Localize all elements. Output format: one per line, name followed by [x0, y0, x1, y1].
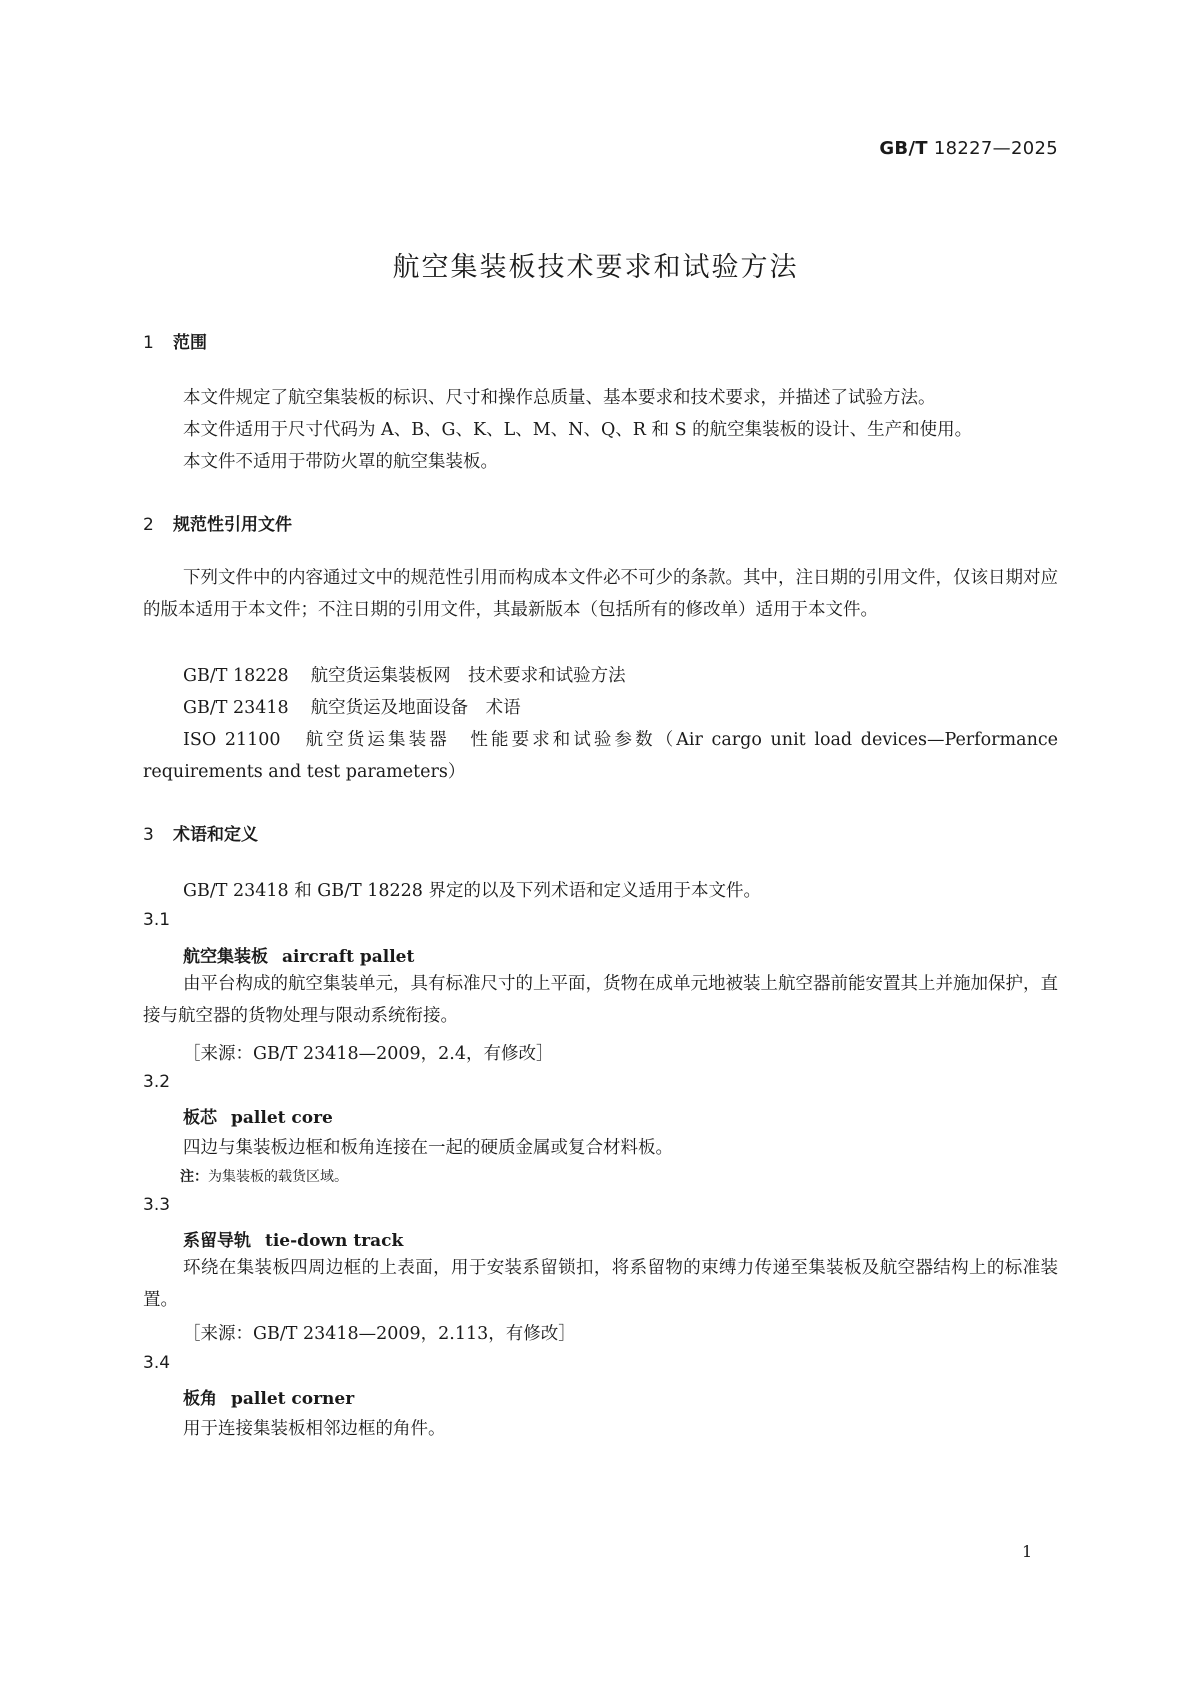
- document-title: 航空集装板技术要求和试验方法: [392, 252, 799, 283]
- section-1-paragraph: 本文件不适用于带防火罩的航空集装板。: [183, 452, 498, 472]
- term-heading: [183, 1103, 333, 1128]
- reference-item: [183, 662, 626, 687]
- reference-title: 航空货运集装器 性能要求和试验参数（Air cargo unit load devices—Performance requirements and test parameters）: [143, 730, 1058, 782]
- note-text: 为集装板的载货区域。: [208, 1169, 348, 1185]
- term-number: 3.4: [143, 1353, 171, 1373]
- page-number: 1: [1022, 1542, 1033, 1561]
- note-label: 注：: [180, 1169, 208, 1185]
- section-1-paragraph: 本文件规定了航空集装板的标识、尺寸和操作总质量、基本要求和技术要求，并描述了试验方法。: [183, 388, 936, 408]
- term-zh: 航空集装板: [183, 947, 268, 967]
- standard-code-number: 18227—2025: [933, 138, 1058, 159]
- term-heading: [183, 942, 414, 967]
- term-en: aircraft pallet: [282, 947, 415, 967]
- reference-code: ISO 21100: [183, 730, 281, 750]
- section-1-title: 范围: [173, 333, 207, 353]
- reference-title: 航空货运集装板网 技术要求和试验方法: [310, 666, 626, 686]
- section-3-title: 术语和定义: [173, 825, 258, 845]
- term-definition: 用于连接集装板相邻边框的角件。: [183, 1419, 446, 1439]
- term-en: tie-down track: [265, 1231, 404, 1251]
- standard-code-prefix: GB/T: [879, 138, 928, 159]
- term-heading: [183, 1226, 403, 1251]
- term-en: pallet core: [231, 1108, 333, 1128]
- section-2-number: 2: [143, 515, 154, 535]
- term-definition: 四边与集装板边框和板角连接在一起的硬质金属或复合材料板。: [183, 1138, 673, 1158]
- term-number: 3.2: [143, 1072, 171, 1092]
- term-definition: 环绕在集装板四周边框的上表面，用于安装系留锁扣，将系留物的束缚力传递至集装板及航空器结构上的标准装置。: [143, 1258, 1058, 1310]
- section-1-paragraph: 本文件适用于尺寸代码为 A、B、G、K、L、M、N、Q、R 和 S 的航空集装板的设计、生产和使用。: [183, 420, 973, 440]
- section-3-number: 3: [143, 825, 154, 845]
- term-definition: 由平台构成的航空集装单元，具有标准尺寸的上平面，货物在成单元地被装上航空器前能安置其上并施加保护，直接与航空器的货物处理与限动系统衔接。: [143, 974, 1058, 1026]
- reference-code: GB/T 23418: [183, 698, 289, 718]
- term-zh: 系留导轨: [183, 1231, 251, 1251]
- term-zh: 板芯: [183, 1108, 217, 1128]
- term-note: [180, 1166, 348, 1186]
- term-source: ［来源：GB/T 23418—2009，2.4，有修改］: [183, 1044, 554, 1064]
- section-3-heading: [143, 820, 258, 845]
- section-1-number: 1: [143, 333, 154, 353]
- section-2-heading: [143, 510, 292, 535]
- reference-title: 航空货运及地面设备 术语: [310, 698, 521, 718]
- section-1-heading: [143, 328, 207, 353]
- section-2-title: 规范性引用文件: [173, 515, 292, 535]
- standard-code: [879, 138, 1058, 159]
- term-source: ［来源：GB/T 23418—2009，2.113，有修改］: [183, 1324, 576, 1344]
- section-2-intro: 下列文件中的内容通过文中的规范性引用而构成本文件必不可少的条款。其中，注日期的引用文件，仅该日期对应的版本适用于本文件；不注日期的引用文件，其最新版本（包括所有的修改单）适用于本文件。: [143, 568, 1058, 620]
- term-number: 3.1: [143, 910, 171, 930]
- term-heading: [183, 1384, 354, 1409]
- reference-item: [143, 724, 1058, 788]
- term-number: 3.3: [143, 1195, 171, 1215]
- reference-item: [183, 694, 521, 719]
- reference-code: GB/T 18228: [183, 666, 289, 686]
- section-3-intro: GB/T 23418 和 GB/T 18228 界定的以及下列术语和定义适用于本文件。: [183, 881, 761, 901]
- term-zh: 板角: [183, 1389, 217, 1409]
- term-en: pallet corner: [231, 1389, 355, 1409]
